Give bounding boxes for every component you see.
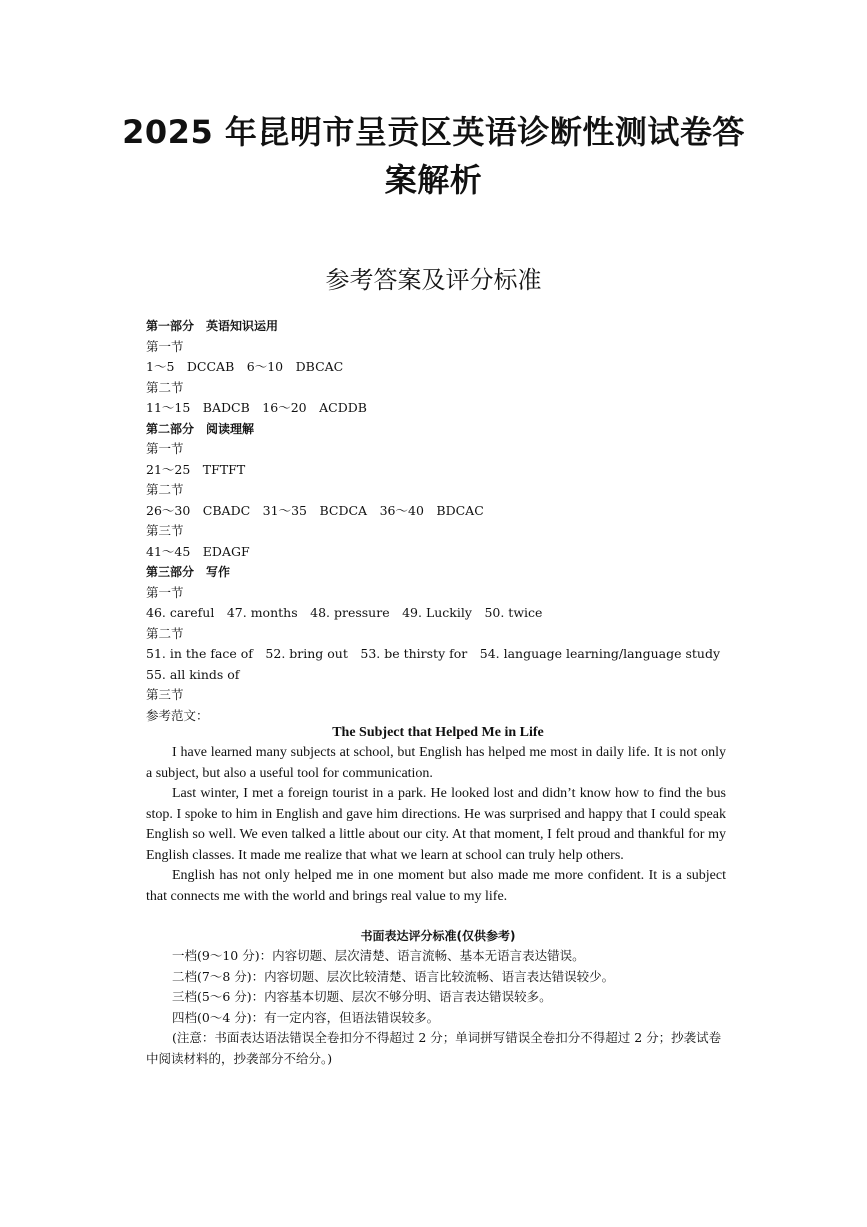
criteria-note: (注意：书面表达语法错误全卷扣分不得超过 2 分；单词拼写错误全卷扣分不得超过 2 分；抄袭试卷中阅读材料的，抄袭部分不给分。): [146, 1030, 722, 1066]
section-label: 第一节: [146, 338, 184, 354]
answer-line: 26～30 CBADC 31～35 BCDCA 36～40 BDCAC: [146, 502, 484, 518]
answer-line: 51. in the face of 52. bring out 53. be thirsty for 54. language learning/language study: [146, 646, 721, 661]
section-label: 第二节: [146, 482, 184, 497]
part-heading: 第一部分 英语知识运用: [146, 319, 279, 333]
title-line-2: 案解析: [384, 161, 483, 199]
scoring-criteria: [146, 946, 730, 1069]
section-label: 第二节: [146, 625, 184, 641]
section-label: 第二节: [146, 379, 184, 395]
essay-paragraph: Last winter, I met a foreign tourist in a park. He looked lost and didn’t know how to find the bus stop. I spoke to him in English and gave him directions. He was surprised and happy that I could speak English so well. We even talked a little about our city. At that moment, I felt proud and thankful for my English classes. It made me realize that what we learn at school can truly help others.: [146, 786, 726, 863]
answer-line: 1～5 DCCAB 6～10 DBCAC: [146, 359, 344, 374]
section-subtitle: 参考答案及评分标准: [325, 266, 542, 294]
criteria-level: 二档(7～8 分)：内容切题、层次比较清楚、语言比较流畅、语言表达错误较少。: [172, 968, 615, 984]
criteria-level: 三档(5～6 分)：内容基本切题、层次不够分明、语言表达错误较多。: [172, 989, 552, 1004]
answer-key: [146, 316, 746, 726]
section-label: 第一节: [146, 584, 184, 600]
essay-paragraph: I have learned many subjects at school, but English has helped me most in daily life. It is not only a subject, but also a useful tool for communication.: [146, 745, 726, 781]
criteria-level: 四档(0～4 分)：有一定内容，但语法错误较多。: [172, 1009, 440, 1025]
part-heading: 第三部分 写作: [146, 565, 231, 579]
answer-line: 11～15 BADCB 16～20 ACDDB: [146, 400, 367, 415]
answer-line: 41～45 EDAGF: [146, 543, 250, 559]
essay-paragraph: English has not only helped me in one moment but also made me more confident. It is a subject that connects me with the world and brings real value to my life.: [146, 868, 726, 904]
sample-essay: [146, 743, 726, 907]
sample-essay-label: 参考范文：: [146, 707, 209, 723]
criteria-title: 书面表达评分标准(仅供参考): [360, 929, 516, 943]
title-line-1: 2025 年昆明市呈贡区英语诊断性测试卷答: [122, 113, 745, 151]
section-label: 第三节: [146, 523, 184, 538]
part-heading: 第二部分 阅读理解: [146, 421, 255, 436]
answer-line: 55. all kinds of: [146, 666, 240, 682]
section-label: 第一节: [146, 441, 184, 456]
answer-line: 46. careful 47. months 48. pressure 49. Luckily 50. twice: [146, 605, 543, 620]
section-label: 第三节: [146, 687, 184, 702]
document-title: [100, 108, 767, 204]
criteria-level: 一档(9～10 分)：内容切题、层次清楚、语言流畅、基本无语言表达错误。: [172, 948, 585, 963]
essay-title: The Subject that Helped Me in Life: [332, 725, 544, 740]
answer-line: 21～25 TFTFT: [146, 461, 246, 477]
